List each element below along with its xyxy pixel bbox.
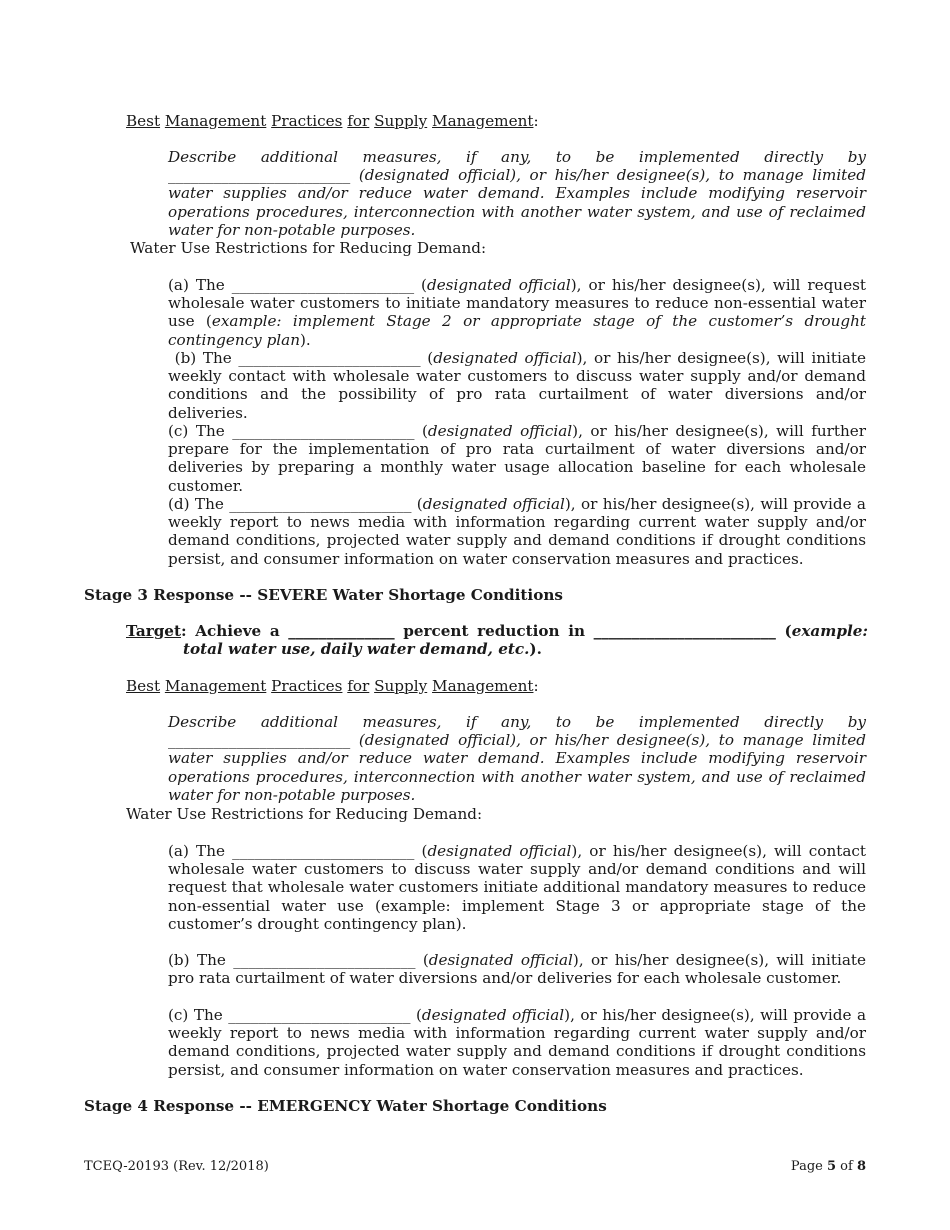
- bmp-heading: [126, 677, 539, 695]
- bmp-colon: :: [533, 112, 539, 130]
- bmp-colon: :: [533, 677, 539, 695]
- bmp-word: Supply: [374, 112, 428, 130]
- restriction-a: (a) The ________________________ (designated official), or his/her designee(s), will request wholesale water customers to initiate mandatory measures to reduce non-essential water use (example: implement Stage 2 or appropriate stage of the customer’s drought contingency plan).: [168, 276, 866, 349]
- stage3-heading: Stage 3 Response -- SEVERE Water Shortage Conditions: [84, 586, 563, 604]
- restrictions-heading: Water Use Restrictions for Reducing Demand:: [130, 239, 487, 257]
- bmp-word: for: [347, 112, 370, 130]
- restriction-c: (c) The ________________________ (designated official), or his/her designee(s), will further prepare for the implementation of pro rata curtailment of water diversions and/or deliveries by preparing a monthly water usage allocation baseline for each wholesale customer.: [168, 422, 866, 495]
- bmp-word: Practices: [271, 112, 343, 130]
- bmp-word: Management: [432, 112, 534, 130]
- restriction-b: (b) The ________________________ (designated official), or his/her designee(s), will initiate weekly contact with wholesale water customers to discuss water supply and/or demand conditions and the possibility of pro rata curtailment of water diversions and/or deliveries.: [168, 349, 866, 422]
- restrictions-heading: Water Use Restrictions for Reducing Demand:: [126, 805, 483, 823]
- bmp-word: for: [347, 677, 370, 695]
- bmp-word: Management: [164, 677, 267, 695]
- bmp-word: Practices: [271, 677, 343, 695]
- bmp-word: Supply: [374, 677, 428, 695]
- footer-form-id: TCEQ-20193 (Rev. 12/2018): [84, 1159, 269, 1174]
- stage4-heading: Stage 4 Response -- EMERGENCY Water Shortage Conditions: [84, 1097, 607, 1115]
- bmp-word: Management: [432, 677, 534, 695]
- restriction-b: (b) The ________________________ (designated official), or his/her designee(s), will initiate pro rata curtailment of water diversions and/or deliveries for each wholesale customer.: [168, 951, 866, 988]
- footer-page-number: Page 5 of 8: [790, 1159, 866, 1174]
- bmp-description: Describe additional measures, if any, to be implemented directly by ________________________ (designated official), or his/her designee(s), to manage limited water supplies and/or reduce water demand. Examples include modifying reservoir operations procedures, interconnection with another water system, and use of reclaimed water for non-potable purposes.: [168, 148, 866, 239]
- bmp-heading: [126, 112, 539, 130]
- bmp-word: Management: [164, 112, 267, 130]
- restriction-d: (d) The ________________________ (designated official), or his/her designee(s), will provide a weekly report to news media with information regarding current water supply and/or demand conditions, projected water supply and demand conditions if drought conditions persist, and consumer information on water conservation measures and practices.: [168, 495, 866, 568]
- bmp-description: Describe additional measures, if any, to be implemented directly by ________________________ (designated official), or his/her designee(s), to manage limited water supplies and/or reduce water demand. Examples include modifying reservoir operations procedures, interconnection with another water system, and use of reclaimed water for non-potable purposes.: [168, 713, 866, 804]
- restriction-c: (c) The ________________________ (designated official), or his/her designee(s), will provide a weekly report to news media with information regarding current water supply and/or demand conditions, projected water supply and demand conditions if drought conditions persist, and consumer information on water conservation measures and practices.: [168, 1006, 866, 1079]
- restriction-a: (a) The ________________________ (designated official), or his/her designee(s), will contact wholesale water customers to discuss water supply and/or demand conditions and will request that wholesale water customers initiate additional mandatory measures to reduce non-essential water use (example: implement Stage 3 or appropriate stage of the customer’s drought contingency plan).: [168, 842, 866, 933]
- bmp-word: Best: [126, 112, 161, 130]
- bmp-word: Best: [126, 677, 161, 695]
- stage3-target: Target: Achieve a ______________ percent reduction in ________________________ (example: total water use, daily water demand, etc.).: [126, 622, 868, 659]
